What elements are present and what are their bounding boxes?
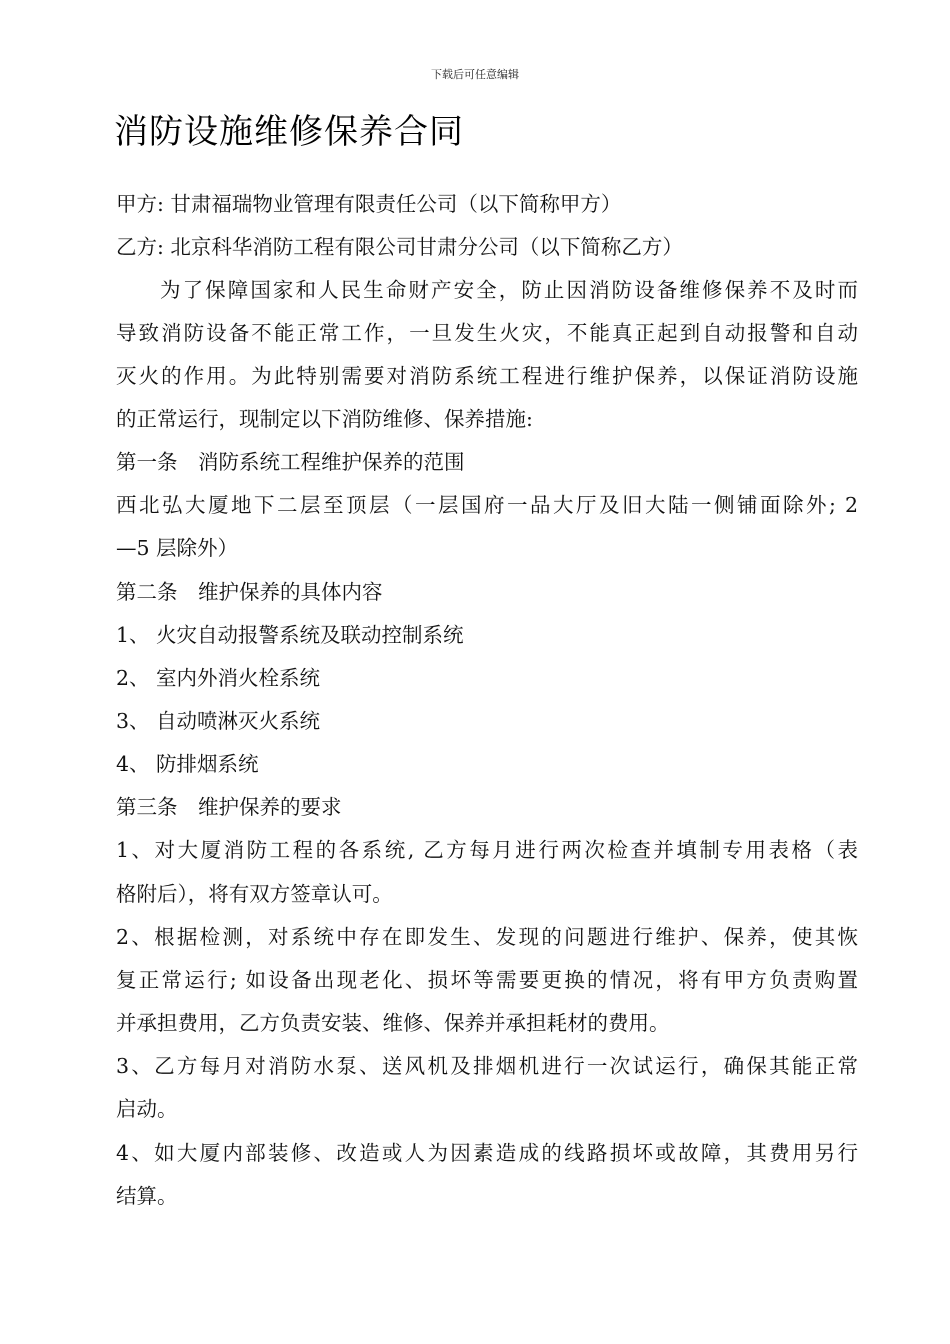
article-3-line-2: 格附后），将有双方签章认可。 — [116, 882, 393, 906]
article-3-line-1: 1、对大厦消防工程的各系统, 乙方每月进行两次检查并填制专用表格（表 — [116, 838, 858, 862]
page-header-note: 下载后可任意编辑 — [431, 68, 519, 81]
article-2-heading: 第二条 维护保养的具体内容 — [116, 580, 383, 604]
intro-line-4: 的正常运行，现制定以下消防维修、保养措施: — [116, 407, 533, 431]
article-3-line-4: 复正常运行; 如设备出现老化、损坏等需要更换的情况，将有甲方负责购置 — [116, 968, 858, 992]
article-2-item-4: 4、 防排烟系统 — [116, 752, 259, 776]
article-1-line-1: 西北弘大厦地下二层至顶层（一层国府一品大厅及旧大陆一侧铺面除外; 2 — [116, 493, 858, 517]
intro-line-1: 为了保障国家和人民生命财产安全，防止因消防设备维修保养不及时而 — [160, 278, 858, 302]
article-3-line-5: 并承担费用，乙方负责安装、维修、保养并承担耗材的费用。 — [116, 1011, 670, 1035]
article-1-heading: 第一条 消防系统工程维护保养的范围 — [116, 450, 465, 474]
article-2-item-3: 3、 自动喷淋灭火系统 — [116, 709, 321, 733]
intro-line-2: 导致消防设备不能正常工作，一旦发生火灾，不能真正起到自动报警和自动 — [116, 321, 858, 345]
article-3-line-6: 3、乙方每月对消防水泵、送风机及排烟机进行一次试运行，确保其能正常 — [116, 1054, 858, 1078]
party-a-line: 甲方: 甘肃福瑞物业管理有限责任公司（以下简称甲方） — [116, 192, 622, 216]
article-3-line-3: 2、根据检测，对系统中存在即发生、发现的问题进行维护、保养，使其恢 — [116, 925, 858, 949]
article-3-line-7: 启动。 — [116, 1097, 178, 1121]
article-3-line-8: 4、如大厦内部装修、改造或人为因素造成的线路损坏或故障，其费用另行 — [116, 1141, 858, 1165]
article-2-item-1: 1、 火灾自动报警系统及联动控制系统 — [116, 623, 464, 647]
intro-line-3: 灭火的作用。为此特别需要对消防系统工程进行维护保养，以保证消防设施 — [116, 364, 858, 388]
article-3-heading: 第三条 维护保养的要求 — [116, 795, 342, 819]
article-1-line-2: —5 层除外） — [116, 536, 239, 560]
article-3-line-9: 结算。 — [116, 1184, 178, 1208]
article-2-item-2: 2、 室内外消火栓系统 — [116, 666, 321, 690]
party-b-line: 乙方: 北京科华消防工程有限公司甘肃分公司（以下简称乙方） — [116, 235, 683, 259]
document-title: 消防设施维修保养合同 — [114, 112, 464, 152]
